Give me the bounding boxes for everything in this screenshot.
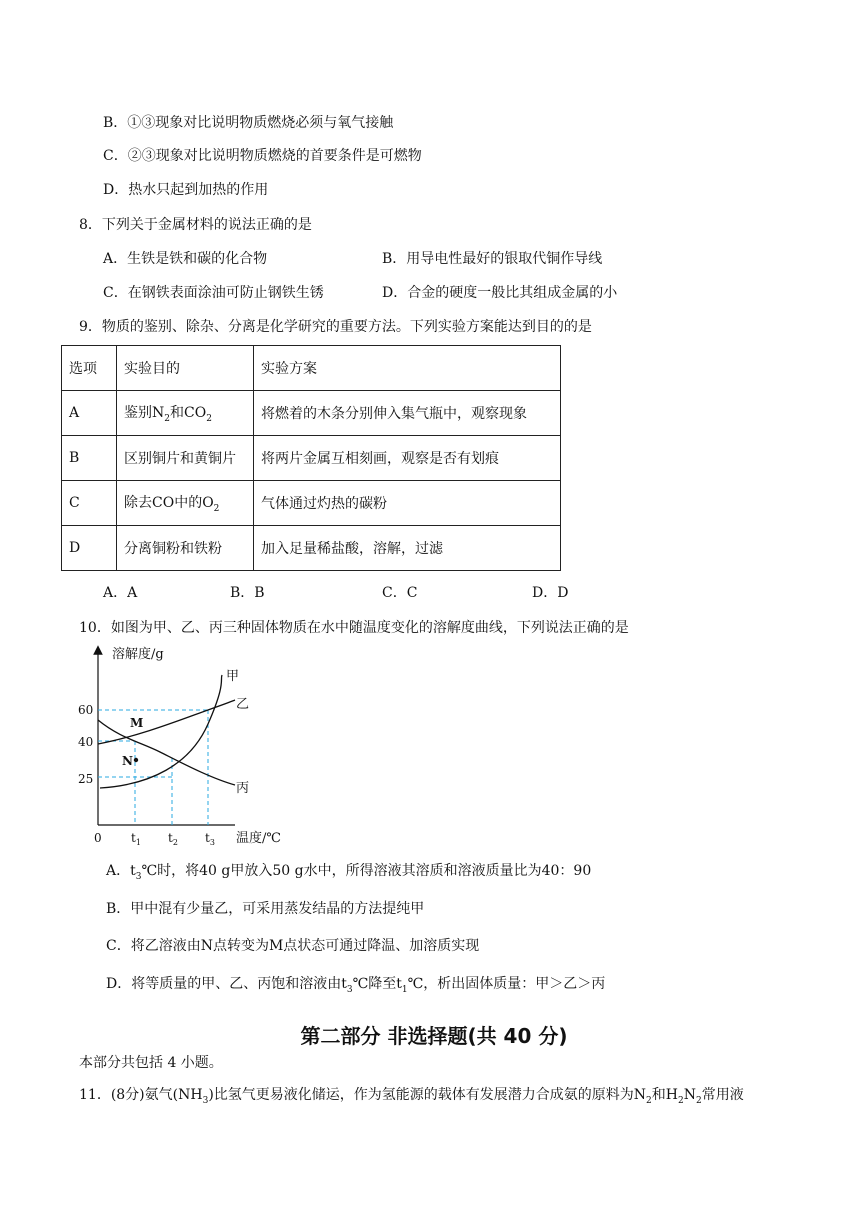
x-tick-label-t1: $t_1$	[131, 831, 141, 847]
x-tick-label-t3: $t_3$	[205, 831, 215, 847]
series-label-bing: 丙	[236, 781, 250, 796]
x-tick-label-t2: $t_2$	[168, 831, 178, 847]
experiment-table	[61, 345, 561, 571]
q10-stem: 10．如图为甲、乙、丙三种固体物质在水中随温度变化的溶解度曲线，下列说法正确的是	[79, 620, 629, 636]
point-n	[134, 758, 138, 762]
q9-answer-b: B．B	[230, 585, 265, 601]
q8-stem: 8．下列关于金属材料的说法正确的是	[79, 217, 312, 233]
row-plan: 将燃着的木条分别伸入集气瓶中，观察现象	[254, 391, 561, 436]
curve-jia	[100, 675, 222, 788]
row-plan: 将两片金属互相刻画，观察是否有划痕	[254, 436, 561, 481]
row-plan: 气体通过灼热的碳粉	[254, 481, 561, 526]
section-title: 第二部分 非选择题(共 40 分)	[300, 1024, 568, 1048]
q7-option-c: C．②③现象对比说明物质燃烧的首要条件是可燃物	[103, 148, 422, 164]
q9-stem: 9．物质的鉴别、除杂、分离是化学研究的重要方法。下列实验方案能达到目的的是	[79, 319, 592, 335]
q7-option-d: D．热水只起到加热的作用	[103, 182, 269, 198]
q10-option-d: D．将等质量的甲、乙、丙饱和溶液由$t_3℃$降至$t_1℃$，析出固体质量：甲＞乙＞丙	[106, 976, 606, 995]
row-option: D	[62, 526, 117, 571]
q8-option-b: B．用导电性最好的银取代铜作导线	[382, 251, 603, 267]
q7-option-b: B．①③现象对比说明物质燃烧必须与氧气接触	[103, 115, 394, 131]
table-row	[62, 481, 561, 526]
q9-answer-a: A．A	[103, 585, 138, 601]
q9-answer-d: D．D	[532, 585, 569, 601]
row-plan: 加入足量稀盐酸，溶解，过滤	[254, 526, 561, 571]
header-purpose: 实验目的	[117, 346, 254, 391]
y-tick-label: 60	[78, 703, 94, 717]
row-purpose: 区别铜片和黄铜片	[117, 436, 254, 481]
y-axis-label: 溶解度/g	[112, 647, 164, 662]
table-row	[62, 526, 561, 571]
q8-option-c: C．在钢铁表面涂油可防止钢铁生锈	[103, 285, 324, 301]
point-label-n: N	[122, 754, 133, 768]
q10-option-a: A．$t_3℃$时，将40 g甲放入50 g水中，所得溶液其溶质和溶液质量比为40：90	[106, 863, 592, 882]
series-label-yi: 乙	[236, 697, 250, 712]
q8-option-a: A．生铁是铁和碳的化合物	[103, 251, 268, 267]
row-option: A	[62, 391, 117, 436]
x-tick-label: 0	[94, 831, 102, 845]
row-purpose: 除去CO中的$O_2$	[117, 481, 254, 526]
curve-bing	[98, 720, 235, 785]
q11-stem: 11．(8分)氨气$(NH_3)$比氢气更易液化储运，作为氢能源的载体有发展潜力合成氨的原料为$N_2$和$H_2N_2$常用液	[79, 1087, 744, 1106]
header-option: 选项	[62, 346, 117, 391]
solubility-chart	[70, 640, 300, 850]
q10-option-c: C．将乙溶液由N点转变为M点状态可通过降温、加溶质实现	[106, 938, 480, 954]
y-tick-label: 25	[78, 772, 94, 786]
row-purpose: 分离铜粉和铁粉	[117, 526, 254, 571]
y-tick-label: 40	[78, 735, 94, 749]
header-plan: 实验方案	[254, 346, 561, 391]
q9-answer-c: C．C	[382, 585, 418, 601]
q8-option-d: D．合金的硬度一般比其组成金属的小	[382, 285, 618, 301]
series-label-jia: 甲	[226, 669, 240, 684]
row-option: C	[62, 481, 117, 526]
row-option: B	[62, 436, 117, 481]
x-axis-label: 温度/℃	[236, 831, 281, 846]
q10-option-b: B．甲中混有少量乙，可采用蒸发结晶的方法提纯甲	[106, 901, 425, 917]
point-label-m: M	[130, 716, 144, 730]
row-purpose: 鉴别$N_2$和$CO_2$	[117, 391, 254, 436]
table-header-row	[62, 346, 561, 391]
section-intro: 本部分共包括 4 小题。	[79, 1055, 223, 1071]
table-row	[62, 436, 561, 481]
table-row	[62, 391, 561, 436]
